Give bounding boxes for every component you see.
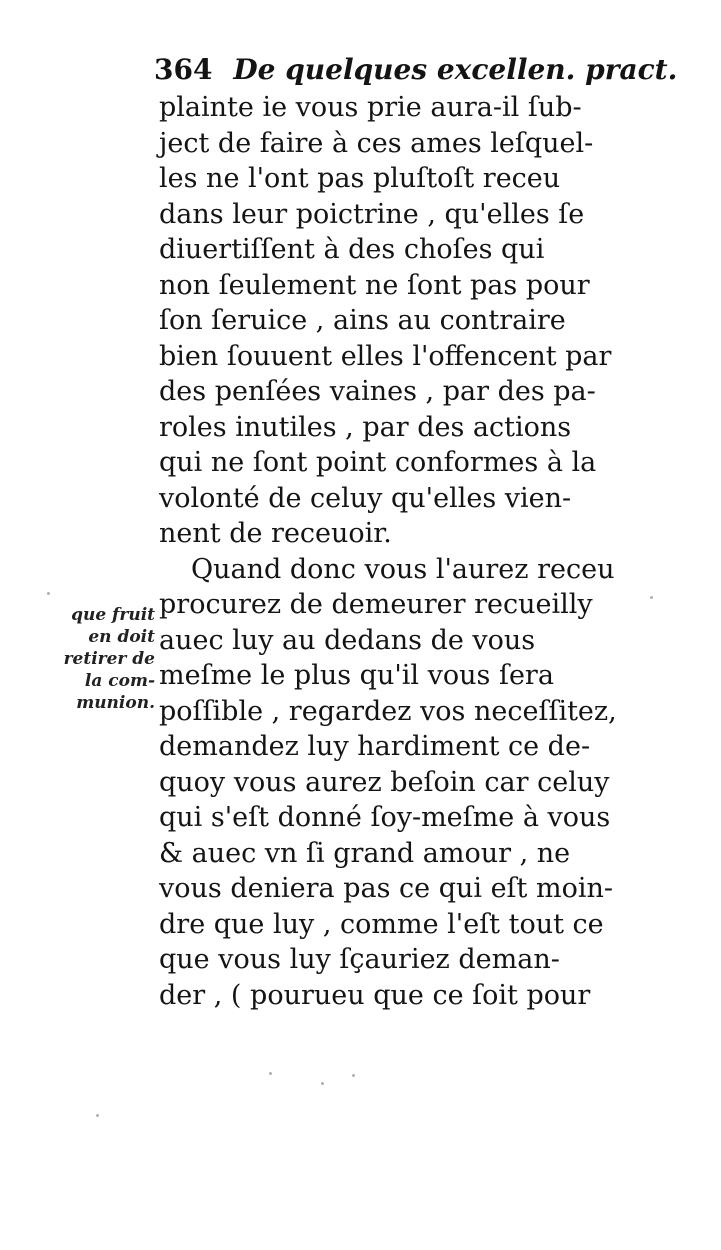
text-line: vous deniera pas ce qui eſt moin-	[159, 873, 613, 904]
main-text-block	[159, 90, 629, 1013]
text-line: qui s'eſt donné ſoy-meſme à vous	[159, 802, 611, 833]
text-line: diuertiſſent à des choſes qui	[159, 234, 545, 265]
margin-note-line: en doit	[88, 627, 155, 647]
text-line: demandez luy hardiment ce de-	[159, 731, 591, 762]
text-line: auec luy au dedans de vous	[159, 624, 536, 656]
text-line: poſſible , regardez vos neceſſitez,	[159, 695, 617, 727]
text-line: plainte ie vous prie aura-il ſub-	[159, 92, 582, 123]
margin-note-line: munion.	[76, 693, 155, 713]
text-line: qui ne ſont point conformes à la	[159, 447, 597, 478]
text-line: der , ( pourueu que ce ſoit pour	[159, 979, 591, 1011]
ink-speck	[321, 1082, 324, 1085]
text-line: roles inutiles , par des actions	[159, 411, 572, 443]
text-line: quoy vous aurez beſoin car celuy	[159, 766, 610, 798]
margin-note	[33, 604, 155, 714]
text-line: les ne l'ont pas pluſtoſt receu	[159, 163, 561, 194]
text-line: & auec vn ſi grand amour , ne	[159, 837, 571, 869]
running-head: De quelques excellen. pract.	[233, 53, 678, 86]
text-line: meſme le plus qu'il vous ſera	[159, 660, 554, 691]
text-line: bien ſouuent elles l'offencent par	[159, 340, 612, 372]
ink-speck	[269, 1072, 272, 1075]
text-line: que vous luy ſçauriez deman-	[159, 944, 560, 975]
ink-speck	[650, 596, 653, 599]
text-line: dans leur poictrine , qu'elles ſe	[159, 198, 585, 230]
text-line: nent de receuoir.	[159, 518, 392, 549]
paragraph-start-line: Quand donc vous l'aurez receu	[191, 553, 615, 585]
text-line: ſon ſeruice , ains au contraire	[159, 305, 566, 336]
margin-note-line: que fruit	[71, 605, 155, 625]
margin-note-line: retirer de	[63, 649, 155, 669]
text-line: non ſeulement ne ſont pas pour	[159, 269, 590, 301]
page-header	[154, 52, 678, 88]
text-line: dre que luy , comme l'eſt tout ce	[159, 908, 604, 940]
text-line: volonté de celuy qu'elles vien-	[159, 482, 572, 514]
ink-speck	[96, 1114, 99, 1117]
text-line: ject de faire à ces ames leſquel-	[159, 127, 594, 159]
text-line: procurez de demeurer recueilly	[159, 589, 593, 620]
ink-speck	[47, 592, 50, 595]
ink-speck	[352, 1074, 355, 1077]
page-number: 364	[154, 53, 213, 86]
text-line: des penſées vaines , par des pa-	[159, 376, 596, 407]
margin-note-line: la com-	[84, 671, 155, 691]
